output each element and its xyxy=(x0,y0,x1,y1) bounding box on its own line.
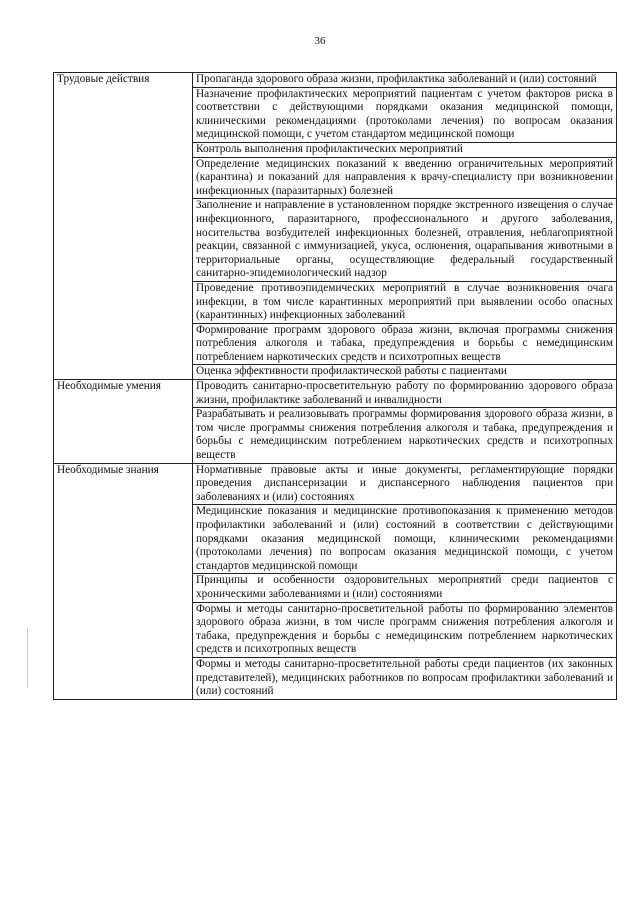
table-row xyxy=(54,463,617,505)
margin-mark xyxy=(27,628,28,688)
table-cell: Формирование программ здорового образа жизни, включая программы снижения потребления алкоголя и табака, предупреждения и борьбы с немедицинским потреблением наркотических средств и психотропных веществ xyxy=(193,323,617,365)
page-number: 36 xyxy=(314,35,326,47)
section-label-required-knowledge: Необходимые знания xyxy=(54,463,193,699)
requirements-table xyxy=(53,72,617,700)
table-cell: Проводить санитарно-просветительную работу по формированию здорового образа жизни, профилактике заболеваний и инвалидности xyxy=(193,380,617,408)
table-cell: Определение медицинских показаний к введению ограничительных мероприятий (карантина) и показаний для направления к врачу-специалисту при возникновении инфекционных (паразитарных) болезней xyxy=(193,157,617,199)
table-cell: Заполнение и направление в установленном порядке экстренного извещения о случае инфекционного, паразитарного, профессионального и другого заболевания, носительства возбудителей инфекционных болезней, отравления, неблагоприятной реакции, связанной с иммунизацией, укуса, ослюнения, оцарапывания животными в территориальные органы, осуществляющие федеральный государственный санитарно-эпидемиологический надзор xyxy=(193,199,617,282)
table-cell: Оценка эффективности профилактической работы с пациентами xyxy=(193,365,617,380)
table-cell: Формы и методы санитарно-просветительной работы среди пациентов (их законных представителей), медицинских работников по вопросам профилактики заболеваний и (или) состояний xyxy=(193,657,617,699)
table-cell: Нормативные правовые акты и иные документы, регламентирующие порядки проведения диспансеризации и диспансерного наблюдения пациентов при заболеваниях и (или) состояниях xyxy=(193,463,617,505)
table-cell: Медицинские показания и медицинские противопоказания к применению методов профилактики заболеваний и (или) состояний в соответствии с действующими порядками оказания медицинской помощи, клиническими рекомендациями (протоколами лечения) по вопросам оказания медицинской помощи, с учетом стандартов медицинской помощи xyxy=(193,505,617,574)
table-cell: Формы и методы санитарно-просветительной работы по формированию элементов здорового образа жизни, в том числе программ снижения потребления алкоголя и табака, предупреждения и борьбы с немедицинским потреблением наркотических средств и психотропных веществ xyxy=(193,602,617,657)
table-row xyxy=(54,380,617,408)
table-cell: Назначение профилактических мероприятий пациентам с учетом факторов риска в соответствии с действующими порядками оказания медицинской помощи, клиническими рекомендациями (протоколами лечения) по вопросам оказания медицинской помощи, с учетом стандартом медицинской помощи xyxy=(193,87,617,142)
section-label-labor-actions: Трудовые действия xyxy=(54,73,193,380)
table-cell: Проведение противоэпидемических мероприятий в случае возникновения очага инфекции, в том числе карантинных мероприятий при выявлении особо опасных (карантинных) инфекционных заболеваний xyxy=(193,281,617,323)
table-cell: Принципы и особенности оздоровительных мероприятий среди пациентов с хроническими заболеваниями и (или) состояниями xyxy=(193,574,617,602)
table-cell: Разрабатывать и реализовывать программы формирования здорового образа жизни, в том числе программы снижения потребления алкоголя и табака, предупреждения и борьбы с немедицинским потреблением наркотических средств и психотропных веществ xyxy=(193,408,617,463)
section-label-required-skills: Необходимые умения xyxy=(54,380,193,464)
table-cell: Пропаганда здорового образа жизни, профилактика заболеваний и (или) состояний xyxy=(193,73,617,88)
table-cell: Контроль выполнения профилактических мероприятий xyxy=(193,142,617,157)
table-row xyxy=(54,73,617,88)
